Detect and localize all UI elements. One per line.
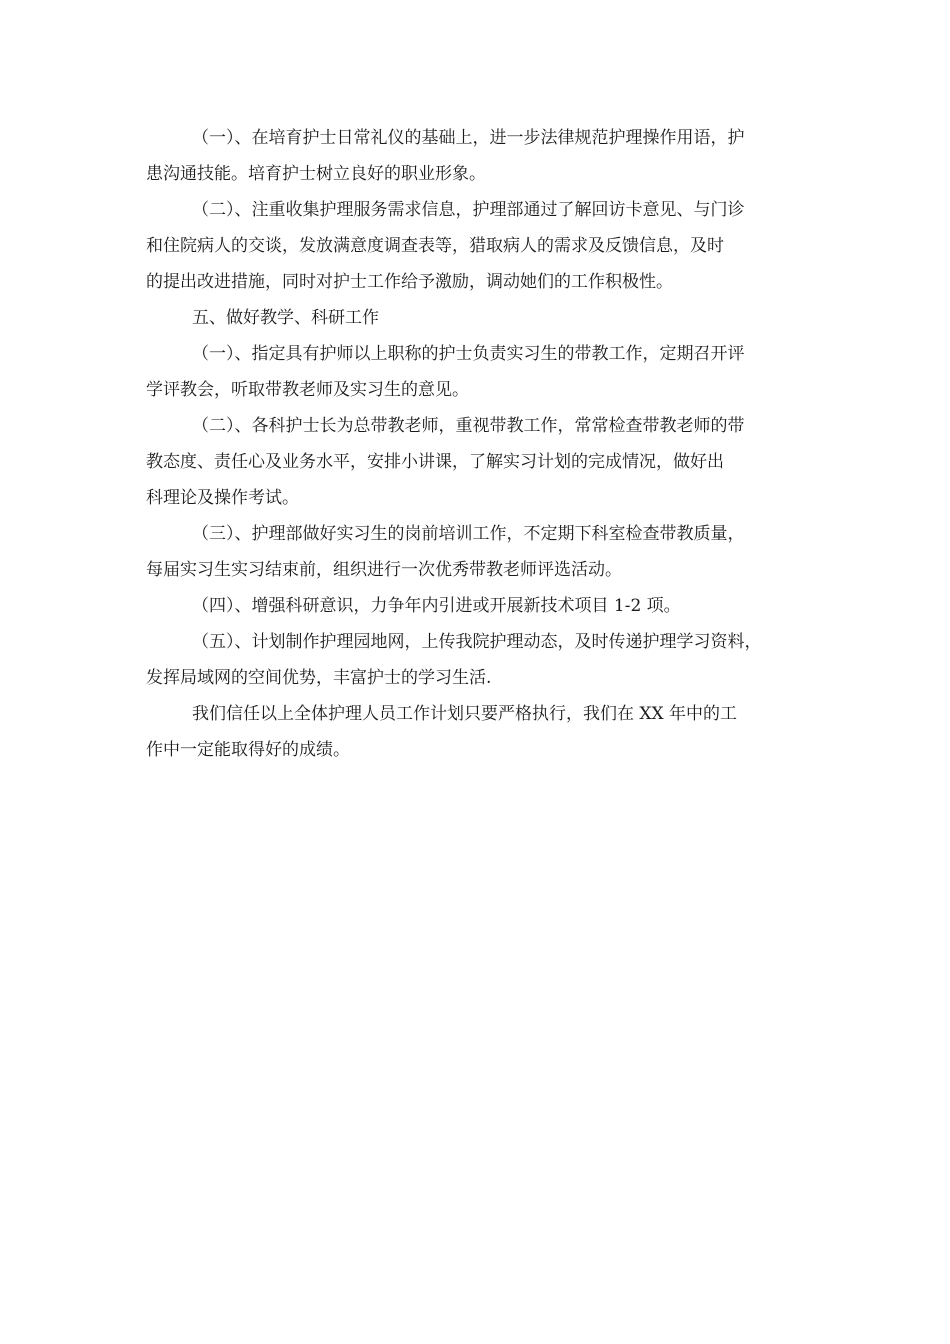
paragraph-line: （四）、增强科研意识，力争年内引进或开展新技术项目 1-2 项。: [192, 596, 681, 616]
paragraph-line: 科理论及操作考试。: [146, 488, 299, 508]
paragraph-line: （三）、护理部做好实习生的岗前培训工作，不定期下科室检查带教质量，: [192, 524, 745, 544]
paragraph-line: （二）、各科护士长为总带教老师，重视带教工作，常常检查带教老师的带: [192, 416, 745, 436]
paragraph-line: 学评教会，听取带教老师及实习生的意见。: [146, 380, 469, 400]
paragraph-line: 每届实习生实习结束前，组织进行一次优秀带教老师评选活动。: [146, 560, 622, 580]
paragraph-line: 作中一定能取得好的成绩。: [146, 740, 350, 760]
paragraph-line: 我们信任以上全体护理人员工作计划只要严格执行，我们在 XX 年中的工: [192, 704, 738, 724]
paragraph-line: 发挥局域网的空间优势，丰富护士的学习生活.: [146, 668, 492, 688]
paragraph-line: 患沟通技能。培育护士树立良好的职业形象。: [146, 164, 486, 184]
paragraph-line: （一）、在培育护士日常礼仪的基础上，进一步法律规范护理操作用语，护: [192, 128, 745, 148]
paragraph-line: 的提出改进措施，同时对护士工作给予激励，调动她们的工作积极性。: [146, 272, 673, 292]
section-heading: 五、做好教学、科研工作: [192, 308, 379, 328]
paragraph-line: 教态度、责任心及业务水平，安排小讲课，了解实习计划的完成情况，做好出: [146, 452, 724, 472]
paragraph-line: （二）、注重收集护理服务需求信息，护理部通过了解回访卡意见、与门诊: [192, 200, 745, 220]
paragraph-line: 和住院病人的交谈，发放满意度调查表等，猎取病人的需求及反馈信息，及时: [146, 236, 724, 256]
paragraph-line: （五）、计划制作护理园地网，上传我院护理动态，及时传递护理学习资料，: [192, 632, 762, 652]
paragraph-line: （一）、指定具有护师以上职称的护士负责实习生的带教工作，定期召开评: [192, 344, 745, 364]
